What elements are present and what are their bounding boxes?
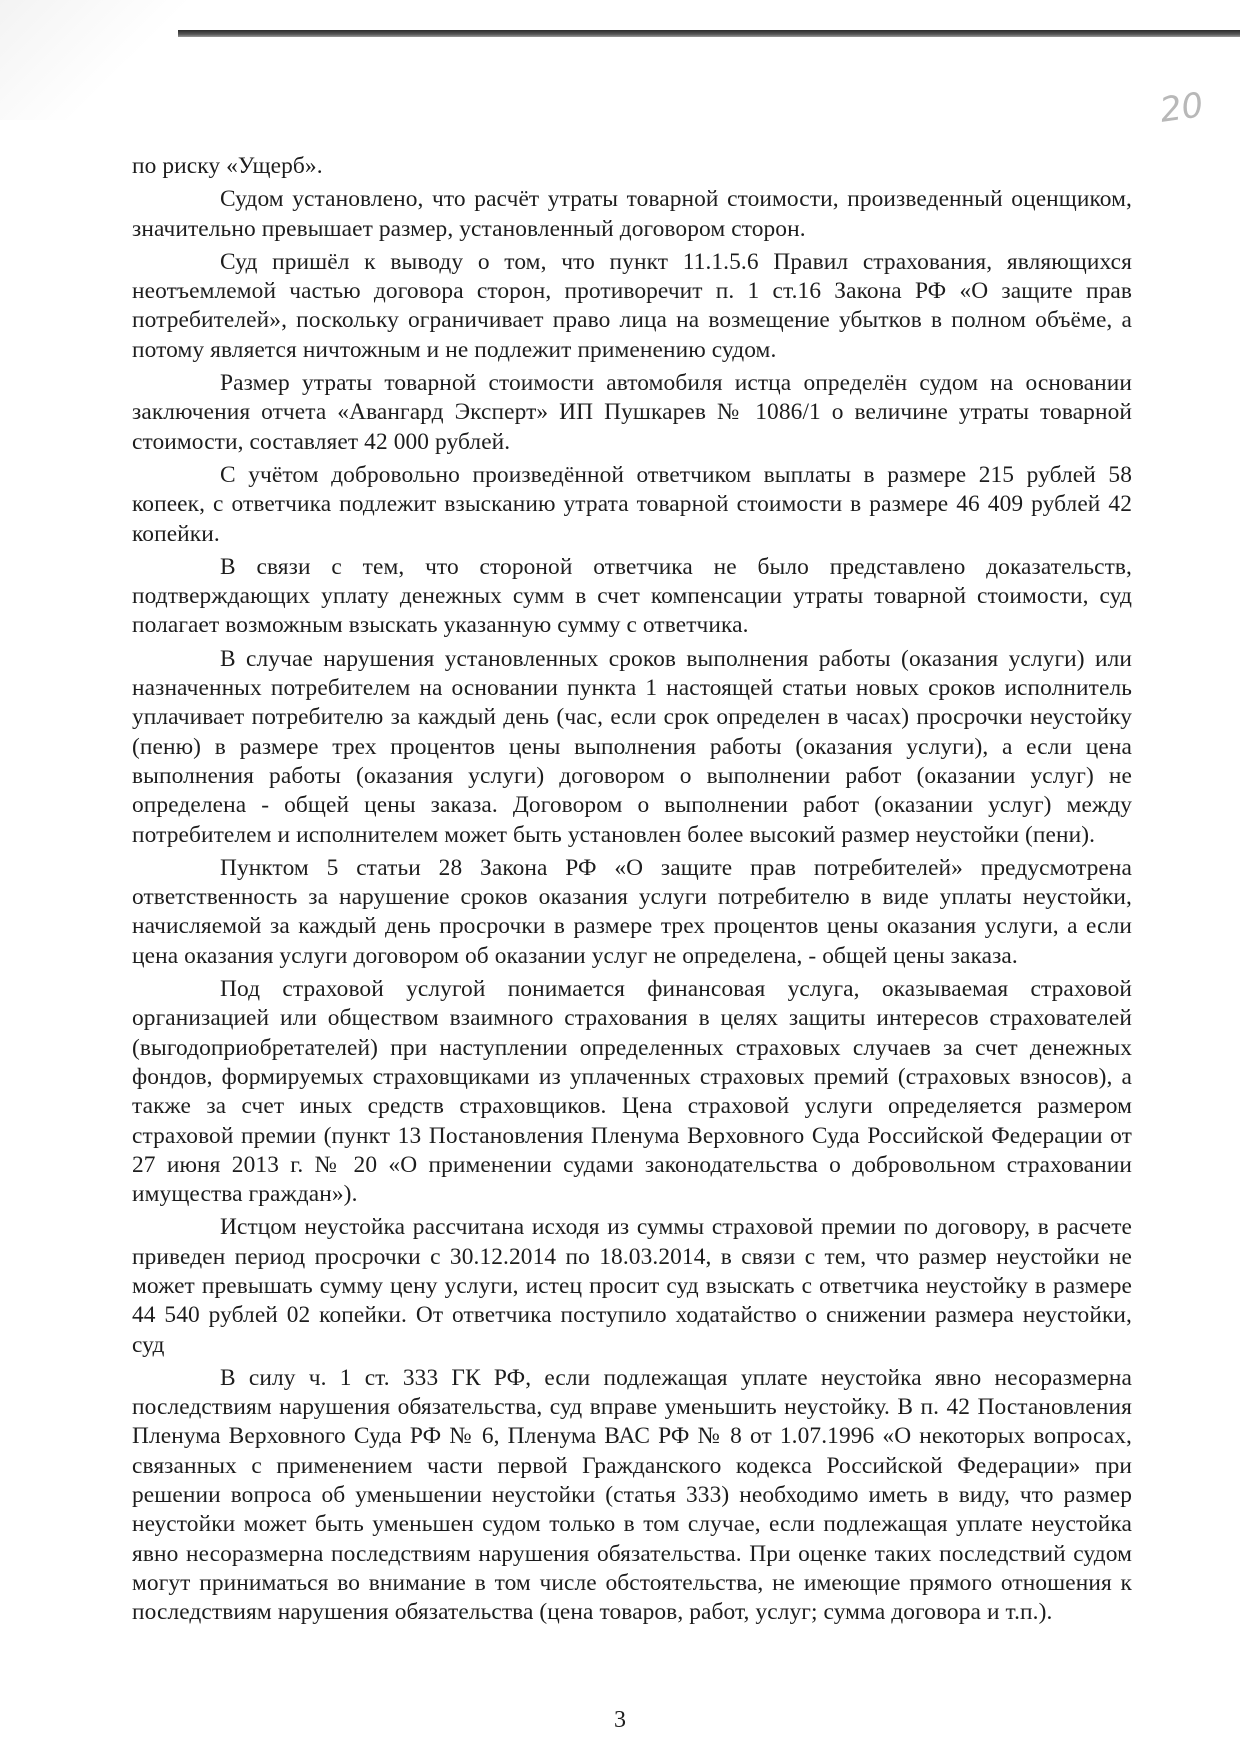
paragraph: Пунктом 5 статьи 28 Закона РФ «О защите прав потребителей» предусмотрена ответственность за нарушение сроков оказания услуги потребителю в виде уплаты неустойки, начисляемой за каждый день просрочки в размере трех процентов цены оказания услуги, а если цена оказания услуги договором об оказании услуг не определена, - общей цены заказа.: [132, 854, 1132, 969]
scan-corner-shadow: [0, 0, 200, 120]
paragraph: В случае нарушения установленных сроков выполнения работы (оказания услуги) или назначенных потребителем на основании пункта 1 настоящей статьи новых сроков исполнитель уплачивает потребителю за каждый день (час, если срок определен в часах) просрочки неустойку (пеню) в размере трех процентов цены выполнения работы (оказания услуги), а если цена выполнения работы (оказания услуги) договором о выполнении работ (оказании услуг) не определена - общей цены заказа. Договором о выполнении работ (оказании услуг) между потребителем и исполнителем может быть установлен более высокий размер неустойки (пени).: [132, 645, 1132, 848]
paragraph: Размер утраты товарной стоимости автомобиля истца определён судом на основании заключения отчета «Авангард Эксперт» ИП Пушкарев № 1086/1 о величине утраты товарной стоимости, составляет 42 000 рублей.: [132, 370, 1132, 455]
paragraph: В силу ч. 1 ст. 333 ГК РФ, если подлежащая уплате неустойка явно несоразмерна последствиям нарушения обязательства, суд вправе уменьшить неустойку. В п. 42 Постановления Пленума Верховного Суда РФ № 6, Пленума ВАС РФ № 8 от 1.07.1996 «О некоторых вопросах, связанных с применением части первой Гражданского кодекса Российской Федерации» при решении вопроса об уменьшении неустойки (статья 333) необходимо иметь в виду, что размер неустойки может быть уменьшен судом только в том случае, если подлежащая уплате неустойка явно несоразмерна последствиям нарушения обязательства. При оценке таких последствий судом могут приниматься во внимание в том числе обстоятельства, не имеющие прямого отношения к последствиям нарушения обязательства (цена товаров, работ, услуг; сумма договора и т.п.).: [132, 1364, 1132, 1626]
handwritten-page-mark: 20: [1157, 85, 1206, 131]
paragraph: Суд пришёл к выводу о том, что пункт 11.1.5.6 Правил страхования, являющихся неотъемлемой частью договора сторон, противоречит п. 1 ст.16 Закона РФ «О защите прав потребителей», поскольку ограничивает право лица на возмещение убытков в полном объёме, а потому является ничтожным и не подлежит применению судом.: [132, 248, 1132, 363]
paragraph: В связи с тем, что стороной ответчика не было представлено доказательств, подтверждающих уплату денежных сумм в счет компенсации утраты товарной стоимости, суд полагает возможным взыскать указанную сумму с ответчика.: [132, 553, 1132, 639]
document-body: [132, 152, 1132, 1632]
page-number: 3: [614, 1707, 626, 1733]
paragraph: С учётом добровольно произведённой ответчиком выплаты в размере 215 рублей 58 копеек, с ответчика подлежит взысканию утрата товарной стоимости в размере 46 409 рублей 42 копейки.: [132, 461, 1132, 547]
paragraph: Истцом неустойка рассчитана исходя из суммы страховой премии по договору, в расчете приведен период просрочки с 30.12.2014 по 18.03.2014, в связи с тем, что размер неустойки не может превышать сумму цену услуги, истец просит суд взыскать с ответчика неустойку в размере 44 540 рублей 02 копейки. От ответчика поступило ходатайство о снижении размера неустойки, суд: [132, 1214, 1132, 1358]
paragraph: по риску «Ущерб».: [132, 153, 323, 179]
paragraph: Судом установлено, что расчёт утраты товарной стоимости, произведенный оценщиком, значительно превышает размер, установленный договором сторон.: [132, 186, 1132, 242]
scan-top-edge: [178, 30, 1240, 37]
paragraph: Под страховой услугой понимается финансовая услуга, оказываемая страховой организацией или обществом взаимного страхования в целях защиты интересов страхователей (выгодоприобретателей) при наступлении определенных страховых случаев за счет денежных фондов, формируемых страховщиками из уплаченных страховых премий (страховых взносов), а также за счет иных средств страховщиков. Цена страховой услуги определяется размером страховой премии (пункт 13 Постановления Пленума Верховного Суда Российской Федерации от 27 июня 2013 г. № 20 «О применении судами законодательства о добровольном страховании имущества граждан»).: [132, 976, 1132, 1208]
